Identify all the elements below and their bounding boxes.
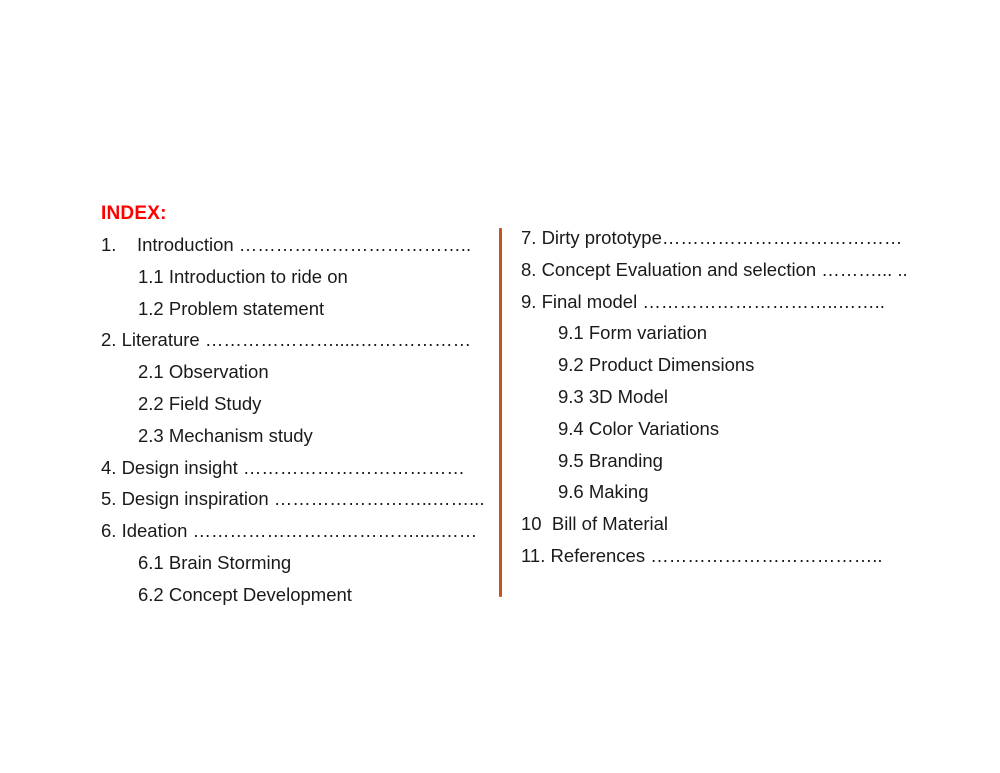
toc-item-product-dimensions: 9.2 Product Dimensions [558, 354, 755, 376]
toc-item-bill-of-material: 10 Bill of Material [521, 513, 669, 535]
toc-item-color-variations: 9.4 Color Variations [558, 417, 720, 439]
toc-item-concept-evaluation: 8. Concept Evaluation and selection ………... .. [521, 258, 908, 280]
toc-item-design-inspiration: 5. Design inspiration ……………………..……... [101, 488, 485, 510]
index-heading: INDEX: [101, 203, 167, 224]
toc-right-column [521, 222, 921, 572]
toc-item-design-insight: 4. Design insight ……………………………… [101, 456, 465, 478]
toc-item-form-variation: 9.1 Form variation [558, 322, 708, 344]
toc-item-mechanism-study: 2.3 Mechanism study [138, 424, 313, 446]
toc-item-final-model: 9. Final model …………………………..…….. [521, 290, 885, 312]
toc-item-brain-storming: 6.1 Brain Storming [138, 551, 292, 573]
toc-item-literature: 2. Literature ………………….....……………… [101, 329, 472, 351]
vertical-divider [499, 228, 502, 597]
toc-item-observation: 2.1 Observation [138, 361, 269, 383]
toc-item-branding: 9.5 Branding [558, 449, 663, 471]
toc-item-concept-development: 6.2 Concept Development [138, 583, 352, 605]
toc-item-dirty-prototype: 7. Dirty prototype………………………………… [521, 227, 903, 248]
toc-item-introduction: 1. Introduction ……………………………….. [101, 234, 472, 255]
toc-item-ideation: 6. Ideation ……………………………….....…… [101, 520, 478, 542]
toc-item-making: 9.6 Making [558, 481, 649, 503]
toc-item-references: 11. References ……………………………….. [521, 544, 883, 566]
toc-item-field-study: 2.2 Field Study [138, 392, 262, 414]
toc-item-problem-statement: 1.2 Problem statement [138, 297, 325, 319]
toc-item-3d-model: 9.3 3D Model [558, 385, 669, 407]
toc-left-column [101, 229, 485, 611]
toc-item-intro-to-ride-on: 1.1 Introduction to ride on [138, 265, 348, 287]
